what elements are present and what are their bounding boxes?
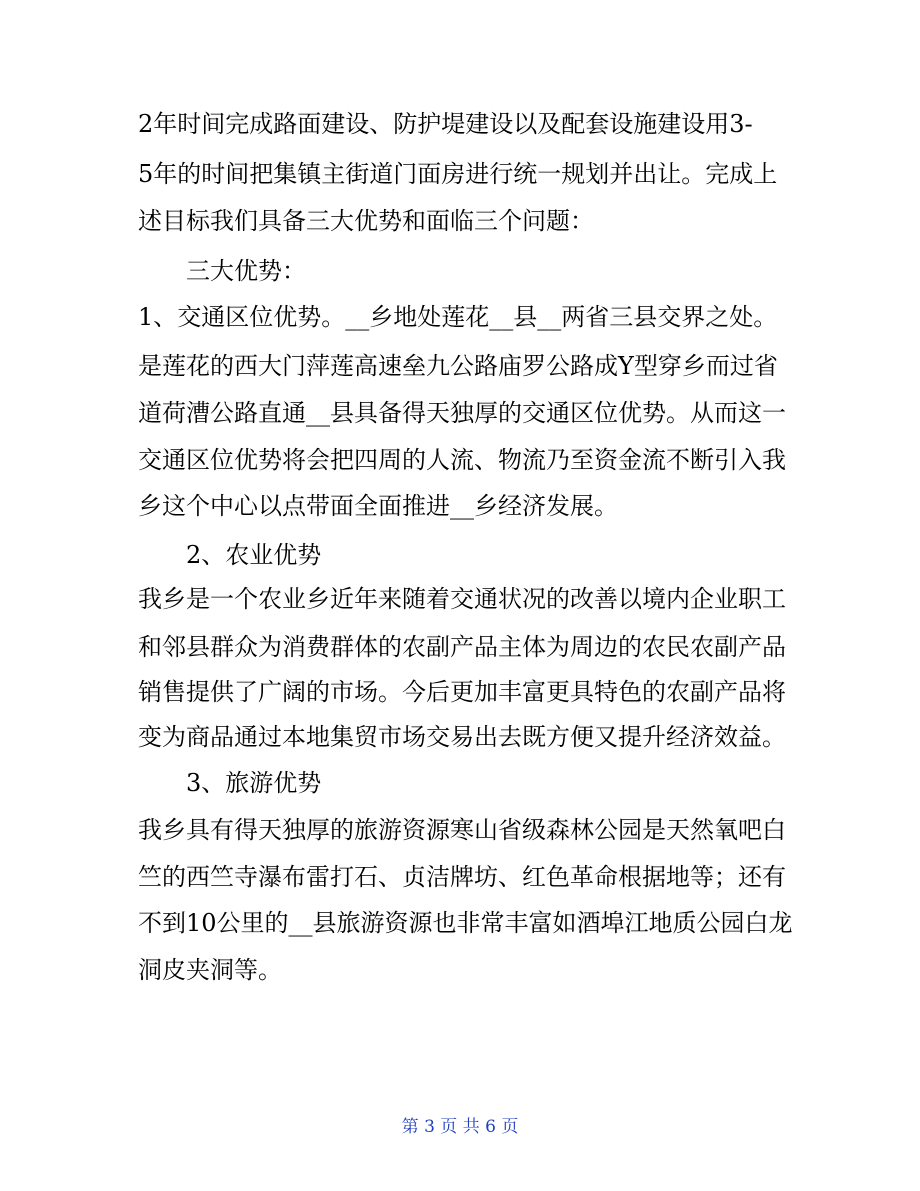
text-line-7: 道荷漕公路直通__县具备得天独厚的交通区位优势。从而这一	[138, 399, 786, 427]
text-line-14: 变为商品通过本地集贸市场交易出去既方便又提升经济效益。	[138, 723, 786, 751]
text-line-6: 是莲花的西大门萍莲高速垒九公路庙罗公路成Y型穿乡而过省	[138, 352, 778, 380]
text-line-17: 竺的西竺寺瀑布雷打石、贞洁牌坊、红色革命根据地等；还有	[138, 863, 786, 891]
section-heading-advantages: 三大优势：	[186, 257, 306, 285]
text-line-19: 洞皮夹洞等。	[138, 956, 282, 984]
section-heading-tourism: 3、旅游优势	[186, 769, 322, 797]
text-line-9: 乡这个中心以点带面全面推进__乡经济发展。	[138, 492, 618, 520]
text-line-18: 不到10公里的__县旅游资源也非常丰富如酒埠江地质公园白龙	[138, 909, 793, 937]
text-line-1: 2年时间完成路面建设、防护堤建设以及配套设施建设用3-	[138, 110, 753, 138]
text-line-13: 销售提供了广阔的市场。今后更加丰富更具特色的农副产品将	[138, 678, 786, 706]
text-line-5: 1、交通区位优势。__乡地处莲花__县__两省三县交界之处。	[138, 303, 778, 331]
text-line-8: 交通区位优势将会把四周的人流、物流乃至资金流不断引入我	[138, 446, 786, 474]
section-heading-agriculture: 2、农业优势	[186, 541, 322, 569]
text-line-11: 我乡是一个农业乡近年来随着交通状况的改善以境内企业职工	[138, 585, 786, 613]
text-line-12: 和邻县群众为消费群体的农副产品主体为周边的农民农副产品	[138, 633, 786, 661]
text-line-2: 5年的时间把集镇主街道门面房进行统一规划并出让。完成上	[138, 160, 778, 188]
text-line-3: 述目标我们具备三大优势和面临三个问题：	[138, 207, 594, 235]
page-number-footer: 第 3 页 共 6 页	[401, 1117, 519, 1137]
text-line-16: 我乡具有得天独厚的旅游资源寒山省级森林公园是天然氧吧白	[138, 816, 786, 844]
